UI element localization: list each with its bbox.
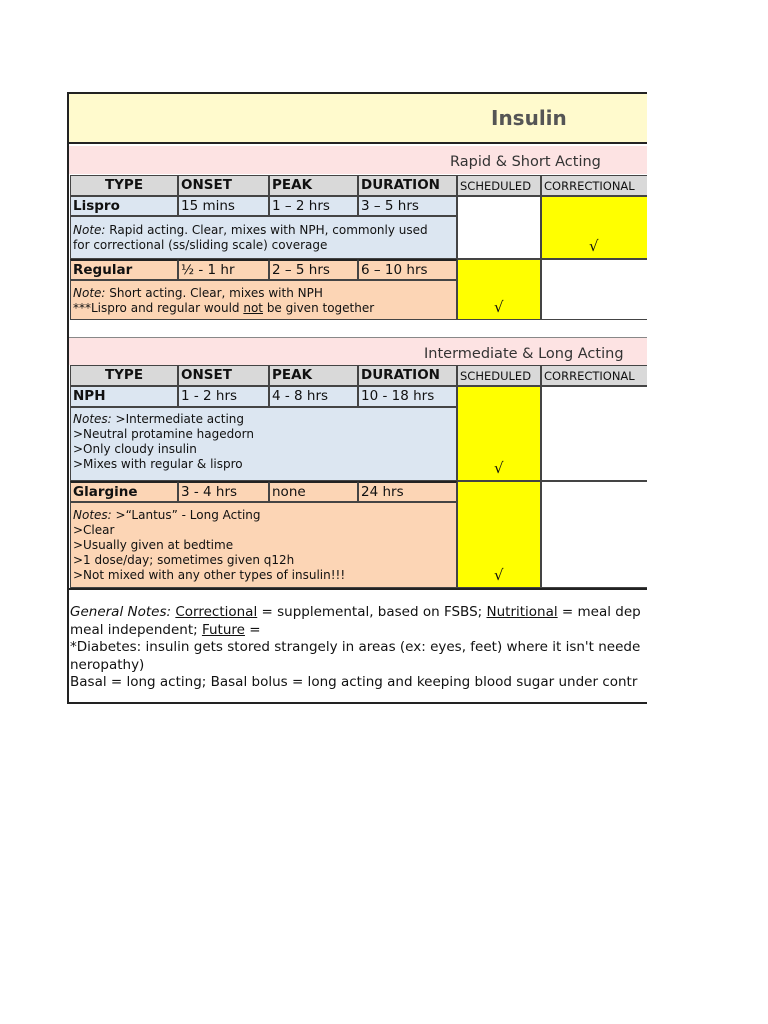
lispro-type: Lispro [70, 196, 178, 216]
glargine-note-line2: >Clear [73, 523, 115, 537]
lispro-note-line1: Rapid acting. Clear, mixes with NPH, commonly used [105, 223, 428, 237]
general-notes-line3: *Diabetes: insulin gets stored strangely in areas (ex: eyes, feet) where it isn't neede [70, 639, 641, 655]
glargine-onset: 3 - 4 hrs [178, 481, 269, 502]
col-header-duration-2: DURATION [358, 365, 457, 386]
glargine-type: Glargine [70, 481, 178, 502]
section1-heading-text: Rapid & Short Acting [450, 154, 601, 170]
nph-note-label: Notes: [73, 412, 112, 426]
glargine-peak: none [269, 481, 358, 502]
col-header-correctional-2: CORRECTIONAL [541, 365, 647, 386]
lispro-note-line2: for correctional (ss/sliding scale) coverage [73, 238, 328, 252]
nph-note-line3: >Only cloudy insulin [73, 442, 197, 456]
general-text1: = supplemental, based on FSBS; [257, 604, 487, 620]
general-future: Future [201, 621, 245, 638]
nph-scheduled-cell [457, 386, 541, 481]
general-notes [69, 588, 647, 704]
regular-onset: ½ - 1 hr [178, 259, 269, 280]
nph-duration: 10 - 18 hrs [358, 386, 457, 407]
col-header-type: TYPE [70, 175, 178, 196]
general-line2a: meal independent; [70, 621, 202, 638]
general-notes-line4: neropathy) [70, 656, 145, 673]
nph-correctional-cell [541, 386, 647, 481]
regular-note-label: Note: [73, 286, 106, 300]
glargine-correctional-cell [541, 481, 647, 588]
col-header-duration: DURATION [358, 175, 457, 196]
col-header-onset-2: ONSET [178, 365, 269, 386]
lispro-note [70, 216, 457, 259]
section-heading-rapid-short [69, 146, 647, 174]
col-header-scheduled: SCHEDULED [457, 175, 541, 196]
lispro-scheduled-cell [457, 196, 541, 259]
general-nutritional: Nutritional [486, 604, 558, 620]
lispro-peak: 1 – 2 hrs [269, 196, 358, 216]
general-correctional: Correctional [175, 604, 258, 620]
regular-type: Regular [70, 259, 178, 280]
regular-correctional-cell [541, 259, 647, 320]
nph-scheduled-check: √ [494, 459, 504, 477]
glargine-note [70, 502, 457, 588]
regular-duration: 6 – 10 hrs [358, 259, 457, 280]
general-notes-line2 [70, 622, 647, 640]
nph-peak: 4 - 8 hrs [269, 386, 358, 407]
glargine-duration: 24 hrs [358, 481, 457, 502]
lispro-correctional-check: √ [589, 237, 599, 255]
glargine-scheduled-check: √ [494, 566, 504, 584]
glargine-note-line3: >Usually given at bedtime [73, 538, 234, 552]
nph-note-line1: >Intermediate acting [111, 412, 245, 426]
insulin-sheet [67, 92, 647, 704]
page-title: Insulin [491, 106, 567, 130]
general-notes-label: General Notes: [70, 604, 172, 620]
nph-note [70, 407, 457, 481]
glargine-scheduled-cell [457, 481, 541, 588]
regular-note [70, 280, 457, 320]
title-band [69, 94, 647, 144]
col-header-correctional: CORRECTIONAL [541, 175, 647, 196]
glargine-note-line5: >Not mixed with any other types of insulin!!! [73, 568, 346, 582]
regular-peak: 2 – 5 hrs [269, 259, 358, 280]
col-header-type-2: TYPE [70, 365, 178, 386]
regular-note-line1: Short acting. Clear, mixes with NPH [105, 286, 323, 300]
section-spacer [69, 320, 647, 338]
section2-heading-text: Intermediate & Long Acting [424, 346, 624, 362]
general-notes-line1 [70, 604, 647, 622]
col-header-peak: PEAK [269, 175, 358, 196]
glargine-note-line1: >“Lantus” - Long Acting [111, 508, 261, 522]
nph-type: NPH [70, 386, 178, 407]
nph-onset: 1 - 2 hrs [178, 386, 269, 407]
glargine-note-line4: >1 dose/day; sometimes given q12h [73, 553, 295, 567]
regular-note-not: not [243, 301, 263, 315]
regular-note-line2b: be given together [263, 301, 375, 315]
nph-note-line2: >Neutral protamine hagedorn [73, 427, 254, 441]
lispro-onset: 15 mins [178, 196, 269, 216]
section-heading-intermediate-long [69, 338, 647, 365]
col-header-peak-2: PEAK [269, 365, 358, 386]
regular-scheduled-cell [457, 259, 541, 320]
lispro-correctional-cell [541, 196, 647, 259]
glargine-note-label: Notes: [73, 508, 112, 522]
lispro-duration: 3 – 5 hrs [358, 196, 457, 216]
col-header-scheduled-2: SCHEDULED [457, 365, 541, 386]
regular-scheduled-check: √ [494, 298, 504, 316]
general-line2b: = [244, 621, 261, 638]
general-notes-line5: Basal = long acting; Basal bolus = long acting and keeping blood sugar under contr [70, 674, 638, 690]
col-header-onset: ONSET [178, 175, 269, 196]
nph-note-line4: >Mixes with regular & lispro [73, 457, 243, 471]
lispro-note-label: Note: [73, 223, 106, 237]
regular-note-line2a: ***Lispro and regular would [73, 301, 244, 315]
general-text2: = meal dep [557, 604, 641, 620]
